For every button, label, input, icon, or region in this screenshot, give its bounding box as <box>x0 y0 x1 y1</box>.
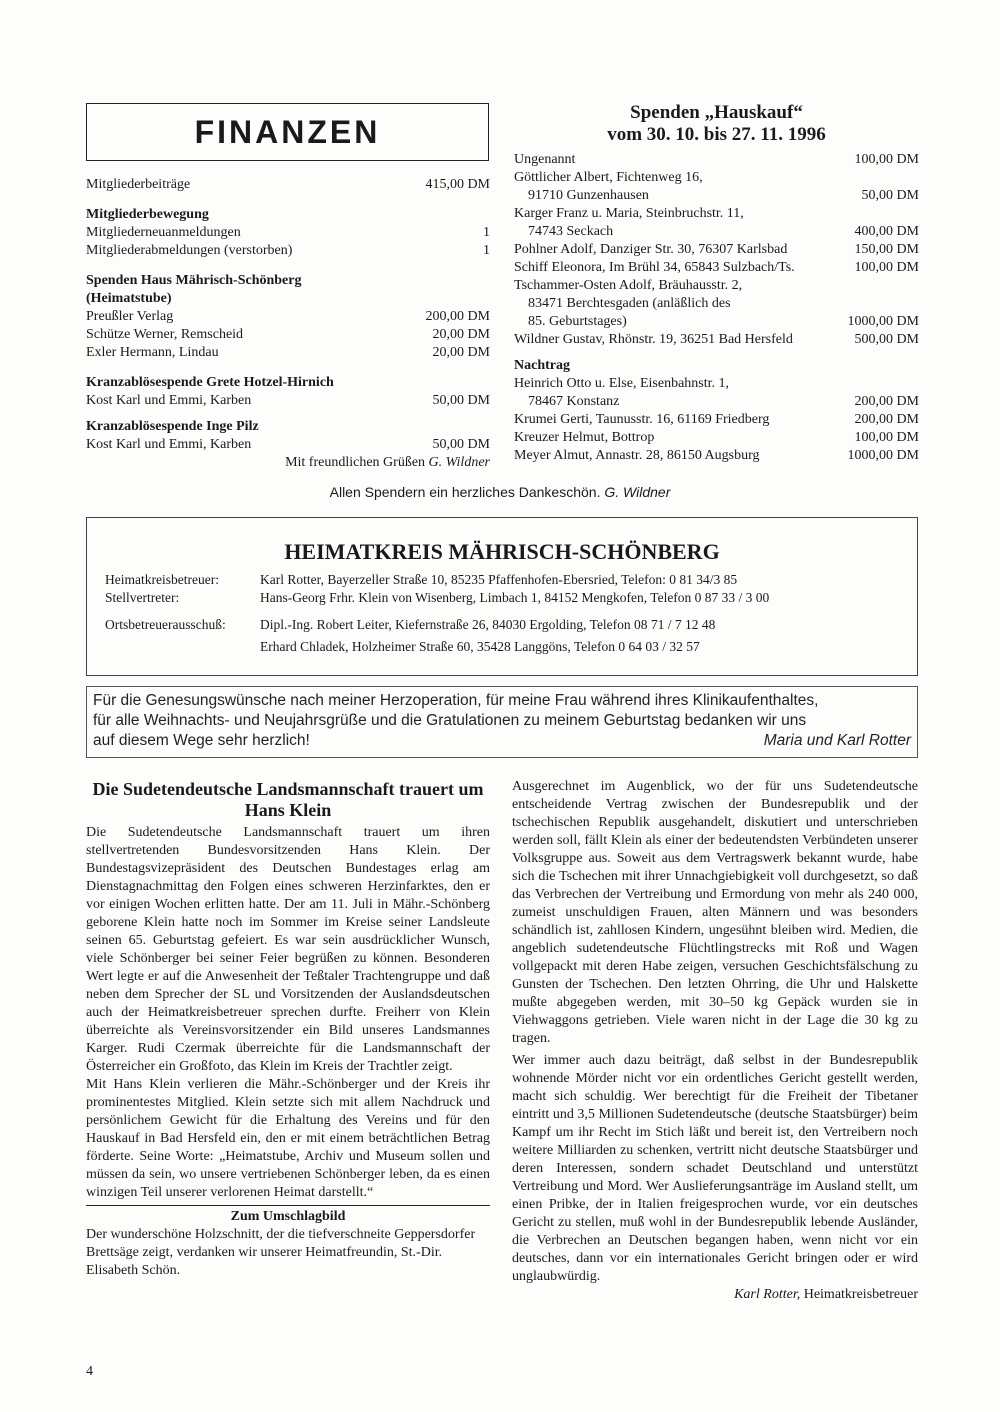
pilz-row <box>86 436 490 454</box>
donation-amount: 150,00 DM <box>854 242 919 257</box>
thanks-line: auf diesem Wege sehr herzlich! <box>93 732 310 749</box>
haus-amount: 200,00 DM <box>425 309 490 324</box>
donation-entry-line <box>514 331 919 349</box>
bewegung-amount: 1 <box>483 243 490 258</box>
haus-label: Exler Hermann, Lindau <box>86 345 219 360</box>
donor-text: Pohlner Adolf, Danziger Str. 30, 76307 Karlsbad <box>514 242 788 257</box>
dank-name: G. Wildner <box>604 484 671 500</box>
hotzel-amount: 50,00 DM <box>432 393 490 408</box>
thanks-line: für alle Weihnachts- und Neujahrsgrüße und die Gratulationen zu meinem Geburtstag bedanken wir uns <box>93 712 807 729</box>
donor-text: Heinrich Otto u. Else, Eisenbahnstr. 1, <box>514 376 730 391</box>
bewegung-amount: 1 <box>483 225 490 240</box>
donation-amount: 100,00 DM <box>854 260 919 275</box>
heimatkreis-row <box>105 638 700 656</box>
donation-entry-line <box>514 393 919 411</box>
heimatkreis-row-text: Erhard Chladek, Holzheimer Straße 60, 35428 Langgöns, Telefon 0 64 03 / 32 57 <box>260 639 700 654</box>
haus-row <box>86 344 490 362</box>
heimatkreis-box <box>86 517 918 676</box>
pilz-heading: Kranzablösespende Inge Pilz <box>86 419 259 434</box>
donor-text: Karger Franz u. Maria, Steinbruchstr. 11, <box>514 206 744 221</box>
beitraege-label: Mitgliederbeiträge <box>86 177 191 192</box>
nachtrag-heading: Nachtrag <box>514 358 570 373</box>
donor-text: Göttlicher Albert, Fichtenweg 16, <box>514 170 703 185</box>
donation-amount: 100,00 DM <box>854 430 919 445</box>
greeting-text: Mit freundlichen Grüßen <box>285 455 426 470</box>
author-role: Heimatkreisbetreuer <box>803 1287 918 1302</box>
donation-amount: 400,00 DM <box>854 224 919 239</box>
bewegung-row <box>86 224 490 242</box>
donation-amount: 50,00 DM <box>861 188 919 203</box>
donation-entry-line <box>514 187 919 205</box>
greeting-name: G. Wildner <box>428 455 490 470</box>
finanzen-greeting <box>86 454 490 472</box>
pilz-label: Kost Karl und Emmi, Karben <box>86 437 252 452</box>
haus-label: Schütze Werner, Remscheid <box>86 327 244 342</box>
bewegung-heading: Mitgliederbewegung <box>86 207 209 222</box>
donation-entry-line <box>514 375 919 393</box>
donor-text: Tschammer-Osten Adolf, Bräuhausstr. 2, <box>514 278 743 293</box>
hotzel-row <box>86 392 490 410</box>
spenden-section <box>514 102 919 465</box>
heimatkreis-row-text: Dipl.-Ing. Robert Leiter, Kiefernstraße 26, 84030 Ergolding, Telefon 08 71 / 7 12 48 <box>260 617 716 632</box>
thanks-signature: Maria und Karl Rotter <box>763 732 911 749</box>
donation-entry-line <box>514 205 919 223</box>
finanzen-title: FINANZEN <box>194 114 381 150</box>
donation-entry-line <box>514 429 919 447</box>
umschlag-text: Der wunderschöne Holzschnitt, der die tiefverschneite Geppersdorfer Brettsäge zeigt, verdanken wir unserer Heimatfreundin, St.-Dir. Elisabeth Schön. <box>86 1227 476 1278</box>
hotzel-heading: Kranzablösespende Grete Hotzel-Hirnich <box>86 375 334 390</box>
donation-entry-line <box>514 151 919 169</box>
donation-entry-line <box>514 295 919 313</box>
donation-entry-line <box>514 169 919 187</box>
haus-amount: 20,00 DM <box>432 327 490 342</box>
heimatkreis-row-label: Ortsbetreuerausschuß: <box>105 617 226 632</box>
page-number: 4 <box>86 1364 93 1379</box>
haus-row <box>86 326 490 344</box>
heimatkreis-row <box>105 589 769 607</box>
donor-text: 91710 Gunzenhausen <box>528 188 649 203</box>
donor-text: Ungenannt <box>514 152 576 167</box>
donor-text: Wildner Gustav, Rhönstr. 19, 36251 Bad Hersfeld <box>514 332 793 347</box>
donation-entry-line <box>514 313 919 331</box>
finanzen-section <box>86 176 490 472</box>
article-right-column <box>512 778 918 1304</box>
donation-amount: 1000,00 DM <box>847 314 919 329</box>
heimatkreis-row-label: Heimatkreisbetreuer: <box>105 572 219 587</box>
heimatkreis-row-text: Hans-Georg Frhr. Klein von Wisenberg, Limbach 1, 84152 Mengkofen, Telefon 0 87 33 / 3 00 <box>260 590 770 605</box>
donation-entry-line <box>514 447 919 465</box>
article-title: Die Sudetendeutsche Landsmannschaft trauert um Hans Klein <box>92 779 484 820</box>
donor-text: 85. Geburtstages) <box>528 314 627 329</box>
haus-heading: Spenden Haus Mährisch-Schönberg <box>86 273 302 288</box>
author-name: Karl Rotter, <box>734 1287 801 1302</box>
heimatkreis-title: HEIMATKREIS MÄHRISCH-SCHÖNBERG <box>284 539 720 564</box>
bewegung-label: Mitgliederabmeldungen (verstorben) <box>86 243 293 258</box>
donor-text: 74743 Seckach <box>528 224 614 239</box>
donor-text: Schiff Eleonora, Im Brühl 34, 65843 Sulzbach/Ts. <box>514 260 795 275</box>
beitraege-row <box>86 176 490 194</box>
thanks-line: Für die Genesungswünsche nach meiner Herzoperation, für meine Frau während ihres Klinikaufenthaltes, <box>93 692 819 709</box>
umschlag-title: Zum Umschlagbild <box>230 1209 346 1224</box>
article-author <box>512 1286 918 1304</box>
spenden-list <box>514 151 919 349</box>
article-paragraph: Mit Hans Klein verlieren die Mähr.-Schönberger und der Kreis ihr prominentestes Mitglied. Klein setzte sich mit allem Nachdruck und persönlichem Gewicht für die Erhaltung des Vereins und für den Hauskauf in Bad Hersfeld ein, den er mit einem beträchtlichen Betrag förderte. Seine Worte: „Heimatstube, Archiv und Museum sollen und müssen da sein, wo unsere vertriebenen Schönberger leben, da es einen winzigen Teil unserer verlorenen Heimat darstellt.“ <box>86 1077 490 1200</box>
thanks-box <box>86 686 918 758</box>
heimatkreis-row <box>105 616 715 634</box>
bewegung-row <box>86 242 490 260</box>
heimatkreis-row-text: Karl Rotter, Bayerzeller Straße 10, 85235 Pfaffenhofen-Ebersried, Telefon: 0 81 34/3 85 <box>260 572 738 587</box>
donation-entry-line <box>514 223 919 241</box>
article-paragraph: Wer immer auch dazu beiträgt, daß selbst in der Bundesrepublik wohnende Mörder nicht vor ein ordentliches Gericht gestellt werden, macht sich schuldig. Wer berechtigt für die Freiheit der Tibetaner eintritt und 3,5 Millionen Sudetendeutsche (deutsche Staatsbürger) beim Kampf um ihr Recht im Stich läßt und bereit ist, den Vertreibern noch weitere Milliarden zu schenken, vertritt nicht deutsche Staatsbürger und deren Interessen, sondern schadet Deutschland und unterstützt Vertreibung und Mord. Wer Auslieferungsanträge im Ausland stellt, um einen Pribke, der in Italien freigesprochen wurde, vor ein deutsches Gericht zu stellen, muß wohl in der Bundesrepublik lebende Ausländer, die Verbrechen an Deutschen begangen haben, wenn nicht vor ein deutsches, dann vor ein internationales Gericht bringen oder er wird unglaubwürdig. <box>512 1053 918 1284</box>
donation-amount: 100,00 DM <box>854 152 919 167</box>
finanzen-title-box <box>86 103 489 161</box>
haus-label: Preußler Verlag <box>86 309 174 324</box>
haus-amount: 20,00 DM <box>432 345 490 360</box>
dank-line <box>0 483 1000 501</box>
heimatkreis-row-label: Stellvertreter: <box>105 590 180 605</box>
spenden-subtitle: vom 30. 10. bis 27. 11. 1996 <box>607 124 826 145</box>
donation-entry-line <box>514 241 919 259</box>
donation-amount: 200,00 DM <box>854 394 919 409</box>
donor-text: 78467 Konstanz <box>528 394 620 409</box>
thanks-last-row <box>93 731 911 751</box>
article-paragraph: Ausgerechnet im Augenblick, wo der für uns Sudetendeutsche entscheidende Vertrag zwischen der Bundesrepublik und der tschechischen Republik ausgehandelt, diskutiert und unterschrieben werden soll, fällt Klein als einer der bedeutendsten Verbündeten unserer Volksgruppe aus. Soweit aus dem Vertragswerk bekannt wurde, habe sich die Tschechen mit ihrer Unnachgiebigkeit voll durchgesetzt, so daß das Verbrechen der Vertreibung und Ermordung von mehr als 240 000, zumeist unschuldigen Frauen, alten Männern und was besonders schändlich ist, zahllosen Kindern, ungesühnt bleiben wird. Medien, die angeblich sudetendeutsche Flüchtlingstrecks mit Roß und Wagen vollgepackt mit deren Habe zeigen, versuchen Geschichtsfälschung zu Gunsten der Tschechen. Den letzten Ohrring, die Uhr und Halskette mußte abgegeben werden, mit 30–50 kg Gepäck wurden sie in Viehwaggons getrieben. Viele waren nicht in der Lage die 30 kg zu tragen. <box>512 779 918 1046</box>
article-paragraph: Die Sudetendeutsche Landsmannschaft trauert um ihren stellvertretenden Bundesvorsitzenden Hans Klein. Der Bundestagsvizepräsident des Deutschen Bundestages erlag am Dienstagnachmittag den Folgen eines schweren Herzinfarktes, den er vor einigen Wochen erlitten hatte. Der am 11. Juli in Mähr.-Schönberg geborene Klein hatte noch im Sommer im Kreise seiner Landsleute seinen 65. Geburtstag gefeiert. Es war sein ausdrücklicher Wunsch, viele Schönberger bei seiner Feier begrüßen zu können. Besonderen Wert legte er auf die Anwesenheit der Teßtaler Trachtengruppe und daß neben dem Sprecher der SL und Vorsitzenden der Auslandsdeutschen auch der Heimatkreisbetreuer sprechen durfte. Freiherr von Klein überreichte als Vereinsvorsitzender ein Bild unseres Landsmannes Karger. Rudi Czermak überreichte für die Landsmannschaft der Österreicher ein Großfoto, das Klein im Kreis der Trachtler zeigt. <box>86 825 490 1074</box>
donation-entry-line <box>514 277 919 295</box>
dank-text: Allen Spendern ein herzliches Dankeschön. <box>329 484 601 500</box>
donation-amount: 500,00 DM <box>854 332 919 347</box>
hotzel-label: Kost Karl und Emmi, Karben <box>86 393 252 408</box>
haus-row <box>86 308 490 326</box>
article-left-column <box>86 779 490 1280</box>
heimatkreis-row-label <box>105 638 260 656</box>
donation-amount: 1000,00 DM <box>847 448 919 463</box>
donor-text: Meyer Almut, Annastr. 28, 86150 Augsburg <box>514 448 760 463</box>
haus-heading-sub: (Heimatstube) <box>86 291 172 306</box>
donation-amount: 200,00 DM <box>854 412 919 427</box>
donation-entry-line <box>514 259 919 277</box>
donor-text: Kreuzer Helmut, Bottrop <box>514 430 655 445</box>
donor-text: 83471 Berchtesgaden (anläßlich des <box>528 296 731 311</box>
donation-entry-line <box>514 411 919 429</box>
donor-text: Krumei Gerti, Taunusstr. 16, 61169 Friedberg <box>514 412 770 427</box>
bewegung-label: Mitgliederneuanmeldungen <box>86 225 241 240</box>
spenden-title: Spenden „Hauskauf“ <box>630 102 803 123</box>
heimatkreis-row <box>105 571 737 589</box>
beitraege-amount: 415,00 DM <box>425 177 490 192</box>
pilz-amount: 50,00 DM <box>432 437 490 452</box>
section-divider <box>86 1205 490 1206</box>
nachtrag-list <box>514 375 919 465</box>
